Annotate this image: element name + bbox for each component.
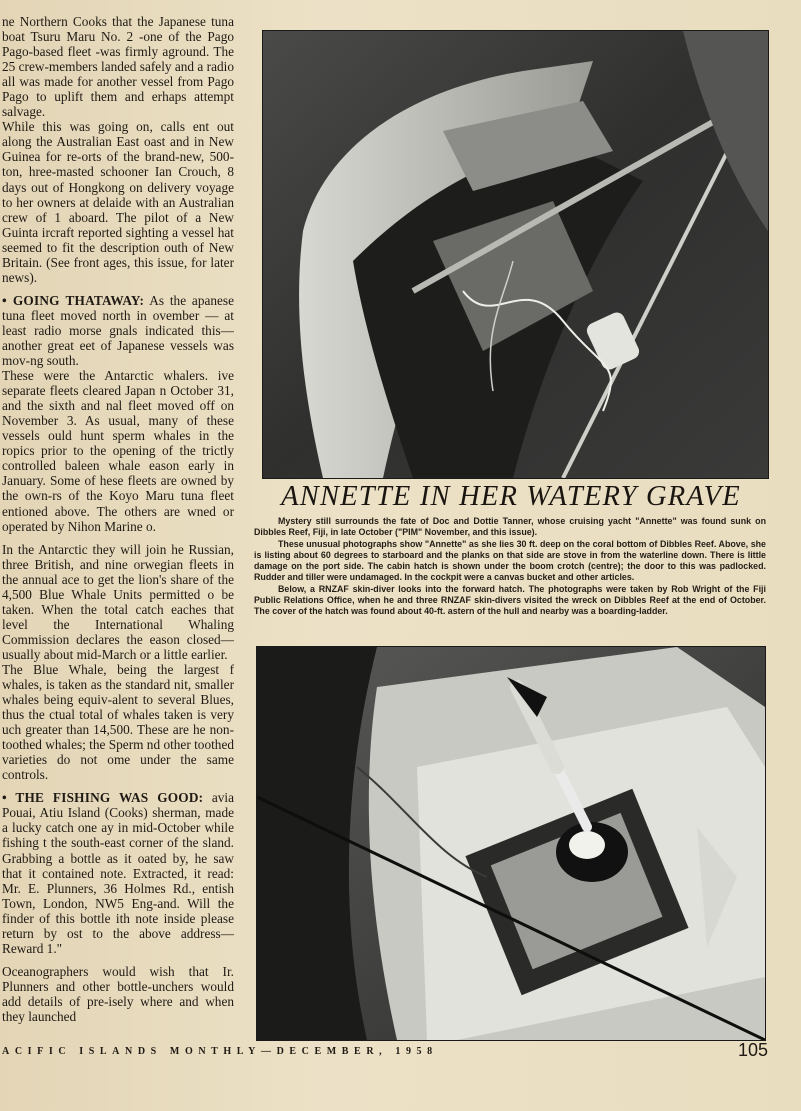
paragraph-text: As the apanese tuna fleet moved north in ovember — at least radio morse gnals indicated this—another great eet of Japanese vessels was mov-ng south. bbox=[2, 292, 234, 369]
section-lead: • GOING THATAWAY: bbox=[2, 292, 145, 308]
paragraph: In the Antarctic they will join he Russian, three British, and nine orwegian fleets in the annual ace to get the lion's share of the 4,500 Blue Whale Units permitted o be taken. When the total catch eaches that level the International Whaling Commission declares the eason closed—usually about mid-March or a little earlier. bbox=[2, 541, 234, 662]
article-title: ANNETTE IN HER WATERY GRAVE bbox=[281, 481, 741, 512]
caption-paragraph: Below, a RNZAF skin-diver looks into the forward hatch. The photographs were taken by Rob Wright of the Fiji Public Relations Office, when he and three RNZAF skin-divers visited the wreck on Dibbles Reef at the end of October. The cover of the hatch was found about 40-ft. astern of the hull and nearby was a boarding-ladder. bbox=[254, 583, 766, 617]
paragraph: ne Northern Cooks that the Japanese tuna boat Tsuru Maru No. 2 -one of the Pago Pago-based fleet -was firmly aground. The 25 crew-members landed safely and a radio all was made for another vessel from Pago Pago to uplift them and erhaps attempt salvage. bbox=[2, 14, 234, 120]
page-footer: ACIFIC ISLANDS MONTHLY—DECEMBER, 1958 bbox=[2, 1046, 438, 1057]
paragraph: While this was going on, calls ent out along the Australian East oast and in New Guinea for re-orts of the brand-new, 500-ton, hree-masted schooner Ian Crouch, 8 days out of Hongkong on delivery voyage to her owners at delaide with an Australian crew of 1 aboard. The pilot of a New Guinta ircraft reported sighting a vessel hat seemed to fit the description outh of New Britain. (See front ages, this issue, for later news). bbox=[2, 119, 234, 285]
paragraph: These were the Antarctic whalers. ive separate fleets cleared Japan n October 31, and the sixth and nal fleet moved off on November 3. As usual, many of these vessels ould hunt sperm whales in the ropics prior to the opening of the trictly controlled baleen whale eason early in January. Some of hese fleets are owned by the own-rs of the Koyo Maru tuna fleet entioned above. The others are wned or operated by Nihon Marine o. bbox=[2, 368, 234, 534]
paragraph bbox=[2, 790, 234, 956]
left-text-column bbox=[2, 14, 234, 1044]
paragraph: Oceanographers would wish that Ir. Plunners and other bottle-unchers would add details of pre-isely where and when they launched bbox=[2, 963, 234, 1024]
photo-sunken-yacht bbox=[262, 30, 769, 479]
page-number: 105 bbox=[738, 1040, 769, 1060]
caption-paragraph: Mystery still surrounds the fate of Doc and Dottie Tanner, whose cruising yacht "Annette" was found sunk on Dibbles Reef, Fiji, in late October ("PIM" November, and this issue). bbox=[254, 516, 766, 538]
paragraph: The Blue Whale, being the largest f whales, is taken as the standard nit, smaller whales being equiv-alent to several Blues, thus the ctual total of whales taken is very uch greater than 14,500. These are he non-toothed whales; the Sperm nd other toothed varieties do not ome under the same controls. bbox=[2, 661, 234, 783]
photo-skin-diver bbox=[256, 646, 766, 1041]
caption-paragraph: These unusual photographs show "Annette" as she lies 30 ft. deep on the coral bottom of Dibbles Reef. Above, she is listing about 60 degrees to starboard and the planks on that side are stove in from the waterline down. There is little damage on the port side. The cabin hatch is shown under the boom crotch (centre); the door to this was padlocked. Rudder and tiller were undamaged. In the cockpit were a canvas bucket and other articles. bbox=[254, 538, 766, 583]
paragraph-text: avia Pouai, Atiu Island (Cooks) sherman, made a lucky catch one ay in mid-October while fishing t the south-east corner of the sland. Grabbing a bottle as it oated by, he saw that it contained note. Extracted, it read: Mr. E. Plunners, 36 Holmes Rd., entish Town, London, NW5 Eng-and. Will the finder of this bottle ith note inside please return by ost to the above address—Reward 1." bbox=[2, 790, 234, 956]
paragraph bbox=[2, 293, 234, 368]
photo-caption bbox=[254, 516, 766, 618]
section-lead: • THE FISHING WAS GOOD: bbox=[2, 790, 204, 806]
